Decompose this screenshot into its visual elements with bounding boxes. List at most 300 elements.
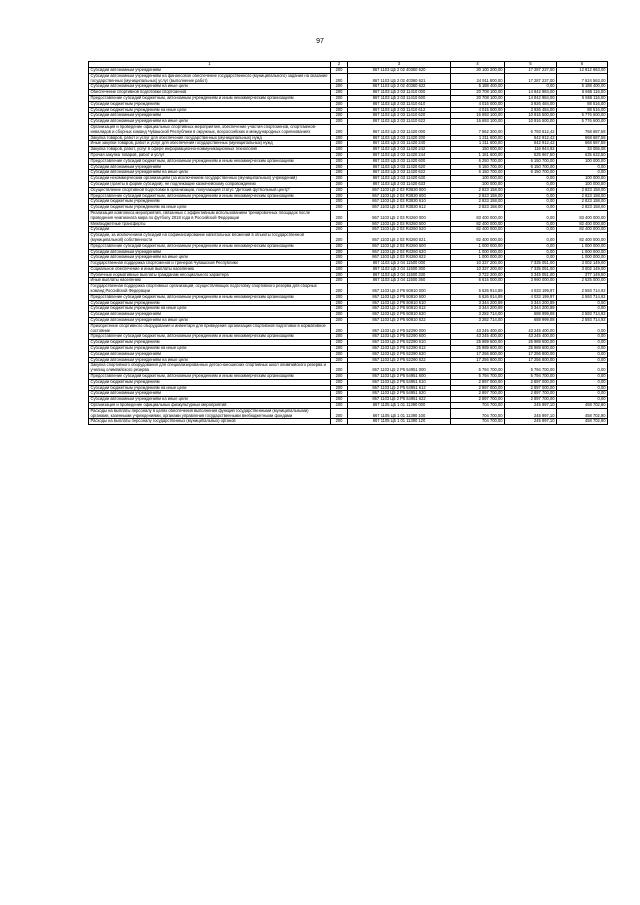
row-code-cell: 200 [331,374,348,380]
row-name-cell: Субсидии некоммерческим организациям (за исключением государственных (муниципальных) учреждений) [89,176,331,182]
row-code-cell: 200 [331,95,348,101]
budget-classification-code-cell: 867 1103 Ц5 2 03 R4260 622 [348,255,451,261]
unexecuted-amount-cell: 2 823 158,00 [557,205,608,211]
budget-classification-code-cell: 867 1103 Ц5 2 03 R4260 521 [348,233,451,244]
approved-amount-cell: 5 794 700,00 [451,363,505,374]
row-code-cell: 200 [331,357,348,363]
approved-amount-cell: 2 823 158,00 [451,187,505,193]
unexecuted-amount-cell: 82 400 000,00 [557,221,608,227]
row-code-cell: 200 [331,266,348,272]
approved-amount-cell: 100 000,00 [451,176,505,182]
unexecuted-amount-cell: 5 776 600,00 [557,119,608,125]
executed-amount-cell: 5 794 700,00 [505,374,557,380]
row-name-cell: Субсидии бюджетным учреждениям [89,199,331,205]
row-code-cell: 200 [331,272,348,278]
approved-amount-cell: 4 015 000,00 [451,101,505,107]
budget-classification-code-cell: 867 1103 Ц5 2 03 R4260 600 [348,243,451,249]
row-name-cell: Субсидии автономным учреждениям [89,68,331,74]
executed-amount-cell: 2 897 700,00 [505,397,557,403]
approved-amount-cell: 1 000 000,00 [451,255,505,261]
row-code-cell: 200 [331,90,348,96]
executed-amount-cell: 6 150 700,00 [505,170,557,176]
approved-amount-cell: 82 400 000,00 [451,233,505,244]
unexecuted-amount-cell: 5 865 116,00 [557,90,608,96]
executed-amount-cell: 0,00 [505,249,557,255]
row-code-cell: 200 [331,419,348,425]
unexecuted-amount-cell: 0,00 [557,306,608,312]
unexecuted-amount-cell: 0,00 [557,323,608,334]
unexecuted-amount-cell: 82 400 000,00 [557,233,608,244]
row-name-cell: Субсидии автономным учреждениям [89,391,331,397]
row-code-cell: 200 [331,351,348,357]
row-name-cell: Предоставление субсидий бюджетным, автономным учреждениям и иным некоммерческим организациям [89,193,331,199]
row-name-cell: Предоставление субсидий бюджетным, автономным учреждениям и иным некоммерческим организациям [89,95,331,101]
budget-classification-code-cell: 867 1103 Ц5 2 P5 54951 000 [348,363,451,374]
approved-amount-cell: 10 337 200,00 [451,261,505,267]
row-code-cell: 200 [331,249,348,255]
approved-amount-cell: 24 911 800,00 [451,73,505,84]
executed-amount-cell: 116 944,92 [505,147,557,153]
unexecuted-amount-cell: 12 812 963,00 [557,68,608,74]
executed-amount-cell: 3 344 200,89 [505,300,557,306]
executed-amount-cell: 0,00 [505,199,557,205]
budget-classification-code-cell: 867 1103 Ц5 2 03 11420 000 [348,124,451,135]
approved-amount-cell: 704 700,00 [451,408,505,419]
row-code-cell: 200 [331,363,348,374]
row-name-cell: Субсидии автономным учреждениям [89,113,331,119]
unexecuted-amount-cell: 5 865 116,00 [557,95,608,101]
row-name-cell: Субсидии бюджетным учреждениям на иные цели [89,385,331,391]
approved-amount-cell: 16 693 100,00 [451,119,505,125]
approved-amount-cell: 6 615 000,00 [451,278,505,284]
unexecuted-amount-cell: 458 702,90 [557,408,608,419]
executed-amount-cell: 25 989 600,00 [505,346,557,352]
approved-amount-cell: 6 626 914,89 [451,284,505,295]
row-name-cell: Субсидии автономным учреждениям [89,351,331,357]
unexecuted-amount-cell: 635 632,50 [557,152,608,158]
row-name-cell: Прочая закупка товаров, работ и услуг [89,152,331,158]
executed-amount-cell: 642 912,42 [505,135,557,141]
budget-classification-code-cell: 867 1103 Ц5 2 03 11410 600 [348,95,451,101]
approved-amount-cell: 6 250 700,00 [451,158,505,164]
approved-amount-cell: 17 256 800,00 [451,357,505,363]
executed-amount-cell: 0,00 [505,84,557,90]
unexecuted-amount-cell: 0,00 [557,374,608,380]
column-number-6: 6 [557,62,608,68]
row-name-cell: Предоставление субсидий бюджетным, автономным учреждениям и иным некоммерческим организациям [89,334,331,340]
budget-classification-code-cell: 867 1103 Ц5 2 P5 52290 622 [348,357,451,363]
row-name-cell: Государственная поддержка спортивных организаций, осуществляющих подготовку спортивного резерва для сборных команд Российской Федерации [89,284,331,295]
row-name-cell: Субсидии бюджетным учреждениям [89,379,331,385]
budget-classification-code-cell: 867 1103 Ц5 2 03 R4260 620 [348,249,451,255]
executed-amount-cell: 4 033 199,97 [505,294,557,300]
approved-amount-cell: 1 000 000,00 [451,249,505,255]
column-number-2: 2 [331,62,348,68]
row-code-cell: 200 [331,210,348,221]
budget-classification-code-cell: 867 1103 Ц5 2 P5 50810 000 [348,284,451,295]
budget-classification-code-cell: 867 1103 Ц5 2 P5 54951 612 [348,385,451,391]
approved-amount-cell: 2 897 700,00 [451,397,505,403]
executed-amount-cell: 0,00 [505,176,557,182]
unexecuted-amount-cell: 0,00 [557,346,608,352]
executed-amount-cell: 6 793 612,42 [505,124,557,135]
row-name-cell: Предоставление субсидий бюджетным, автономным учреждениям и иным некоммерческим организациям [89,294,331,300]
budget-classification-code-cell: 867 1105 Ц5 1 01 11390 100 [348,408,451,419]
executed-amount-cell: 17 256 800,00 [505,357,557,363]
row-code-cell: 200 [331,306,348,312]
table-row [89,419,608,425]
table-row [89,284,608,295]
budget-classification-code-cell: 867 1103 Ц5 2 03 R4260 500 [348,221,451,227]
executed-amount-cell: 7 335 051,00 [505,261,557,267]
budget-classification-code-cell: 867 1103 Ц5 2 03 11420 600 [348,158,451,164]
budget-classification-code-cell: 867 1103 Ц5 2 03 11410 000 [348,90,451,96]
unexecuted-amount-cell: 0,00 [557,164,608,170]
executed-amount-cell: 5 794 700,00 [505,363,557,374]
unexecuted-amount-cell: 2 823 158,00 [557,199,608,205]
executed-amount-cell: 642 912,42 [505,141,557,147]
approved-amount-cell: 3 282 714,00 [451,318,505,324]
executed-amount-cell: 3 926 484,00 [505,101,557,107]
executed-amount-cell: 0,00 [505,243,557,249]
executed-amount-cell: 688 999,08 [505,318,557,324]
row-name-cell: Организация и проведение официальных физкультурных мероприятий [89,403,331,409]
row-name-cell: Предоставление субсидий бюджетным, автономным учреждениям и иным некоммерческим организациям [89,158,331,164]
row-code-cell: 200 [331,294,348,300]
budget-classification-code-cell: 867 1103 Ц5 2 P5 52290 620 [348,351,451,357]
table-row [89,73,608,84]
budget-classification-code-cell: 867 1103 Ц5 2 P5 50810 600 [348,294,451,300]
unexecuted-amount-cell: 3 002 149,00 [557,261,608,267]
unexecuted-amount-cell: 88 516,00 [557,107,608,113]
budget-classification-code-cell: 867 1103 Ц5 2 P5 54951 600 [348,374,451,380]
executed-amount-cell: 0,00 [505,187,557,193]
row-name-cell: Закупка спортивного оборудования для специализированных детско-юношеских спортивных школ олимпийского резерва и училищ олимпийского резерва [89,363,331,374]
executed-amount-cell: 2 897 000,00 [505,385,557,391]
unexecuted-amount-cell: 82 400 000,00 [557,227,608,233]
executed-amount-cell: 0,00 [505,205,557,211]
budget-classification-code-cell: 867 1103 Ц5 2 03 11420 240 [348,141,451,147]
budget-classification-code-cell: 867 1103 Ц5 2 03 R4260 520 [348,227,451,233]
budget-classification-code-cell: 867 1103 Ц5 2 P5 54951 620 [348,391,451,397]
unexecuted-amount-cell: 0,00 [557,385,608,391]
approved-amount-cell: 7 562 300,00 [451,124,505,135]
row-code-cell: 200 [331,68,348,74]
approved-amount-cell: 2 897 700,00 [451,391,505,397]
unexecuted-amount-cell: 2 593 714,92 [557,294,608,300]
row-code-cell: 200 [331,346,348,352]
row-code-cell: 200 [331,135,348,141]
unexecuted-amount-cell: 768 687,58 [557,124,608,135]
approved-amount-cell: 100 000,00 [451,181,505,187]
budget-classification-code-cell: 867 1103 Ц5 2 03 R3830 610 [348,199,451,205]
row-code-cell: 200 [331,73,348,84]
approved-amount-cell: 5 794 700,00 [451,374,505,380]
unexecuted-amount-cell: 1 000 000,00 [557,255,608,261]
row-code-cell: 200 [331,300,348,306]
budget-classification-code-cell: 867 1103 Ц5 2 03 11420 244 [348,152,451,158]
row-name-cell: Субсидии бюджетным учреждениям на иные цели [89,107,331,113]
row-name-cell: Иные выплаты населению [89,278,331,284]
unexecuted-amount-cell: 377 149,00 [557,272,608,278]
budget-execution-table [88,61,608,425]
row-code-cell: 200 [331,119,348,125]
row-name-cell: Социальное обеспечение и иные выплаты населению [89,266,331,272]
executed-amount-cell: 7 335 051,00 [505,266,557,272]
budget-classification-code-cell: 867 1103 Ц5 2 03 11420 242 [348,147,451,153]
row-name-cell: Субсидии бюджетным учреждениям на иные цели [89,205,331,211]
approved-amount-cell: 16 693 100,00 [451,113,505,119]
budget-classification-code-cell: 867 1103 Ц5 2 02 40360 622 [348,84,451,90]
approved-amount-cell: 25 989 600,00 [451,346,505,352]
budget-classification-code-cell: 867 1103 Ц5 2 P5 52290 000 [348,323,451,334]
approved-amount-cell: 83 400 000,00 [451,210,505,221]
executed-amount-cell: 0,00 [505,233,557,244]
unexecuted-amount-cell: 0,00 [557,340,608,346]
row-code-cell: 200 [331,152,348,158]
table-row [89,124,608,135]
row-code-cell: 200 [331,199,348,205]
row-name-cell: Публичные нормативные выплаты гражданам несоциального характера [89,272,331,278]
row-code-cell: 200 [331,164,348,170]
budget-classification-code-cell: 867 1103 Ц5 2 03 11420 630 [348,176,451,182]
row-code-cell: 200 [331,84,348,90]
unexecuted-amount-cell: 1 000 000,00 [557,249,608,255]
approved-amount-cell: 43 245 400,00 [451,334,505,340]
budget-classification-code-cell: 867 1103 Ц5 2 03 11410 620 [348,113,451,119]
unexecuted-amount-cell: 5 776 600,00 [557,113,608,119]
row-name-cell: Субсидии автономным учреждениям на иные цели [89,119,331,125]
row-name-cell: Обеспечение спортивной подготовки спортсменов [89,90,331,96]
approved-amount-cell: 6 150 700,00 [451,170,505,176]
row-name-cell: Осуществление спортивной подготовки в организации, получающей статус "Детский футбольный центр" [89,187,331,193]
row-code-cell: 200 [331,176,348,182]
row-name-cell: Иные закупки товаров, работ и услуг для обеспечения государственных (муниципальных) нужд [89,141,331,147]
budget-classification-code-cell: 867 1103 Ц5 2 P5 50810 610 [348,300,451,306]
row-name-cell: Субсидии автономным учреждениям [89,164,331,170]
row-name-cell: Субсидии автономным учреждениям на иные цели [89,170,331,176]
row-name-cell: Субсидии бюджетным учреждениям [89,340,331,346]
approved-amount-cell: 2 823 158,00 [451,199,505,205]
approved-amount-cell: 150 000,00 [451,147,505,153]
row-code-cell: 200 [331,391,348,397]
row-code-cell: 200 [331,318,348,324]
executed-amount-cell: 17 287 237,00 [505,68,557,74]
approved-amount-cell: 20 708 100,00 [451,90,505,96]
executed-amount-cell: 3 344 200,89 [505,306,557,312]
row-code-cell: 200 [331,158,348,164]
budget-classification-code-cell: 867 1103 Ц5 2 03 11410 610 [348,101,451,107]
unexecuted-amount-cell: 458 702,90 [557,403,608,409]
budget-classification-code-cell: 867 1103 Ц5 2 04 11500 300 [348,266,451,272]
unexecuted-amount-cell: 100 000,00 [557,181,608,187]
approved-amount-cell: 30 100 200,00 [451,68,505,74]
budget-classification-code-cell: 867 1103 Ц5 2 P5 52290 610 [348,340,451,346]
unexecuted-amount-cell: 100 000,00 [557,158,608,164]
unexecuted-amount-cell: 668 687,58 [557,141,608,147]
budget-classification-code-cell: 867 1103 Ц5 2 04 11500 360 [348,278,451,284]
row-code-cell: 200 [331,397,348,403]
unexecuted-amount-cell: 2 593 714,92 [557,318,608,324]
row-name-cell: Субсидии автономным учреждениям [89,249,331,255]
row-code-cell: 200 [331,255,348,261]
row-code-cell: 200 [331,227,348,233]
executed-amount-cell: 0,00 [505,210,557,221]
budget-classification-code-cell: 867 1103 Ц5 2 03 11410 612 [348,107,451,113]
executed-amount-cell: 0,00 [505,221,557,227]
executed-amount-cell: 3 926 484,00 [505,107,557,113]
executed-amount-cell: 43 245 400,00 [505,334,557,340]
unexecuted-amount-cell: 0,00 [557,170,608,176]
executed-amount-cell: 688 999,08 [505,312,557,318]
budget-classification-code-cell: 867 1103 Ц5 2 03 11410 622 [348,119,451,125]
row-code-cell: 200 [331,193,348,199]
row-name-cell: Субсидии автономным учреждениям на финансовое обеспечение государственного (муниципального) задания на оказание государственных (муниципальных) услуг (выполнение работ) [89,73,331,84]
unexecuted-amount-cell: 2 823 158,00 [557,187,608,193]
row-name-cell: Закупка товаров, работ и услуг для обеспечения государственных (муниципальных) нужд [89,135,331,141]
executed-amount-cell: 0,00 [505,193,557,199]
column-number-1: 1 [89,62,331,68]
unexecuted-amount-cell: 100 000,00 [557,176,608,182]
approved-amount-cell: 3 344 200,89 [451,306,505,312]
approved-amount-cell: 17 256 800,00 [451,351,505,357]
approved-amount-cell: 6 150 700,00 [451,164,505,170]
executed-amount-cell: 14 842 984,00 [505,90,557,96]
executed-amount-cell: 25 989 600,00 [505,340,557,346]
row-code-cell: 200 [331,205,348,211]
executed-amount-cell: 43 245 400,00 [505,323,557,334]
row-code-cell: 200 [331,181,348,187]
row-code-cell: 200 [331,261,348,267]
executed-amount-cell: 0,00 [505,255,557,261]
budget-classification-code-cell: 867 1103 Ц5 2 04 11500 000 [348,261,451,267]
executed-amount-cell: 17 287 237,00 [505,73,557,84]
row-code-cell: 200 [331,312,348,318]
executed-amount-cell: 2 897 000,00 [505,379,557,385]
row-name-cell: Субсидии автономным учреждениям на иные цели [89,84,331,90]
approved-amount-cell: 6 626 914,89 [451,294,505,300]
executed-amount-cell: 525 967,50 [505,152,557,158]
budget-classification-code-cell: 867 1103 Ц5 2 03 11420 633 [348,181,451,187]
row-code-cell: 200 [331,278,348,284]
unexecuted-amount-cell: 2 823 158,00 [557,193,608,199]
unexecuted-amount-cell: 2 593 714,92 [557,284,608,295]
row-name-cell: Субсидии автономным учреждениям на иные цели [89,255,331,261]
table-row [89,408,608,419]
approved-amount-cell: 3 344 200,89 [451,300,505,306]
approved-amount-cell: 1 311 600,00 [451,135,505,141]
unexecuted-amount-cell: 5 188 400,00 [557,84,608,90]
executed-amount-cell: 6 150 700,00 [505,158,557,164]
row-name-cell: Реализация комплекса мероприятий, связанных с эффективным использованием тренировочных площадок после проведения чемпионата мира по футболу 2018 года в Российской Федерации [89,210,331,221]
row-name-cell: Организация и проведение официальных спортивных мероприятий, обеспечение участия спортсменов, спортсменов-инвалидов и сборных команд Чувашской Республики в окружных, всероссийских и международных соревнованиях [89,124,331,135]
budget-classification-code-cell: 867 1103 Ц5 2 P5 54951 610 [348,379,451,385]
approved-amount-cell: 25 989 600,00 [451,340,505,346]
approved-amount-cell: 704 700,00 [451,419,505,425]
row-code-cell: 200 [331,284,348,295]
executed-amount-cell: 245 997,10 [505,408,557,419]
budget-classification-code-cell: 867 1105 Ц5 1 01 11390 000 [348,403,451,409]
unexecuted-amount-cell: 83 400 000,00 [557,210,608,221]
executed-amount-cell: 0,00 [505,181,557,187]
approved-amount-cell: 5 188 400,00 [451,84,505,90]
unexecuted-amount-cell: 0,00 [557,351,608,357]
budget-classification-code-cell: 867 1103 Ц5 2 P5 52290 600 [348,334,451,340]
row-code-cell: 200 [331,101,348,107]
page-number: 97 [316,38,324,45]
budget-classification-code-cell: 867 1103 Ц5 2 02 40360 621 [348,73,451,84]
approved-amount-cell: 4 015 000,00 [451,107,505,113]
row-code-cell: 200 [331,340,348,346]
row-code-cell: 200 [331,385,348,391]
row-name-cell: Предоставление субсидий бюджетным, автономным учреждениям и иным некоммерческим организациям [89,374,331,380]
row-name-cell: Закупка товаров, работ, услуг в сфере информационно-коммуникационных технологий [89,147,331,153]
budget-classification-code-cell: 867 1103 Ц5 2 P5 50810 612 [348,306,451,312]
approved-amount-cell: 82 400 000,00 [451,227,505,233]
row-name-cell: Приобретение спортивного оборудования и инвентаря для приведения организаций спортивной подготовки в нормативное состояние [89,323,331,334]
unexecuted-amount-cell: 0,00 [557,397,608,403]
row-name-cell: Межбюджетные трансферты [89,221,331,227]
unexecuted-amount-cell: 2 593 714,92 [557,312,608,318]
row-name-cell: Субсидии автономным учреждениям на иные цели [89,318,331,324]
executed-amount-cell: 10 916 500,00 [505,113,557,119]
row-name-cell: Субсидии, за исключением субсидий на софинансирование капитальных вложений в объекты государственной (муниципальной) собственности [89,233,331,244]
executed-amount-cell: 2 897 700,00 [505,391,557,397]
row-name-cell: Субсидии автономным учреждениям на иные цели [89,397,331,403]
unexecuted-amount-cell: 0,00 [557,300,608,306]
row-name-cell: Субсидии бюджетным учреждениям на иные цели [89,306,331,312]
approved-amount-cell: 704 700,00 [451,403,505,409]
executed-amount-cell: 245 997,10 [505,403,557,409]
budget-classification-code-cell: 867 1103 Ц5 2 P5 52290 612 [348,346,451,352]
approved-amount-cell: 3 722 200,00 [451,272,505,278]
executed-amount-cell: 3 990 000,00 [505,278,557,284]
executed-amount-cell: 14 842 984,00 [505,95,557,101]
unexecuted-amount-cell: 1 000 000,00 [557,243,608,249]
budget-classification-code-cell: 867 1103 Ц5 2 03 11420 622 [348,170,451,176]
column-number-5: 5 [505,62,557,68]
column-number-4: 4 [451,62,505,68]
row-code-cell: 200 [331,233,348,244]
row-code-cell: 200 [331,124,348,135]
unexecuted-amount-cell: 458 702,90 [557,419,608,425]
approved-amount-cell: 3 282 714,00 [451,312,505,318]
budget-classification-code-cell: 867 1105 Ц5 1 01 11390 120 [348,419,451,425]
unexecuted-amount-cell: 0,00 [557,334,608,340]
approved-amount-cell: 2 823 158,00 [451,193,505,199]
budget-classification-code-cell: 867 1103 Ц5 2 03 R3830 612 [348,205,451,211]
approved-amount-cell: 10 337 200,00 [451,266,505,272]
row-name-cell: Субсидии бюджетным учреждениям на иные цели [89,346,331,352]
approved-amount-cell: 2 897 000,00 [451,379,505,385]
approved-amount-cell: 43 245 400,00 [451,323,505,334]
budget-classification-code-cell: 867 1103 Ц5 2 P5 50810 620 [348,312,451,318]
unexecuted-amount-cell: 7 624 563,00 [557,73,608,84]
row-code-cell: 200 [331,170,348,176]
row-name-cell: Субсидии (гранты в форме субсидий), не подлежащие казначейскому сопровождению [89,181,331,187]
row-name-cell: Государственная поддержка спортсменов и тренеров Чувашской Республики [89,261,331,267]
budget-classification-code-cell: 867 1103 Ц5 2 03 R3830 600 [348,193,451,199]
unexecuted-amount-cell: 0,00 [557,357,608,363]
unexecuted-amount-cell: 0,00 [557,363,608,374]
row-name-cell: Расходы на выплаты персоналу в целях обеспечения выполнения функций государственными (муниципальными) органами, казенными учреждениями, органами управления государственными внебюджетными фондами [89,408,331,419]
row-name-cell: Субсидии бюджетным учреждениям [89,101,331,107]
row-code-cell: 200 [331,243,348,249]
unexecuted-amount-cell: 0,00 [557,379,608,385]
approved-amount-cell: 2 823 158,00 [451,205,505,211]
budget-classification-code-cell: 867 1103 Ц5 2 03 R4260 000 [348,210,451,221]
row-code-cell: 200 [331,113,348,119]
